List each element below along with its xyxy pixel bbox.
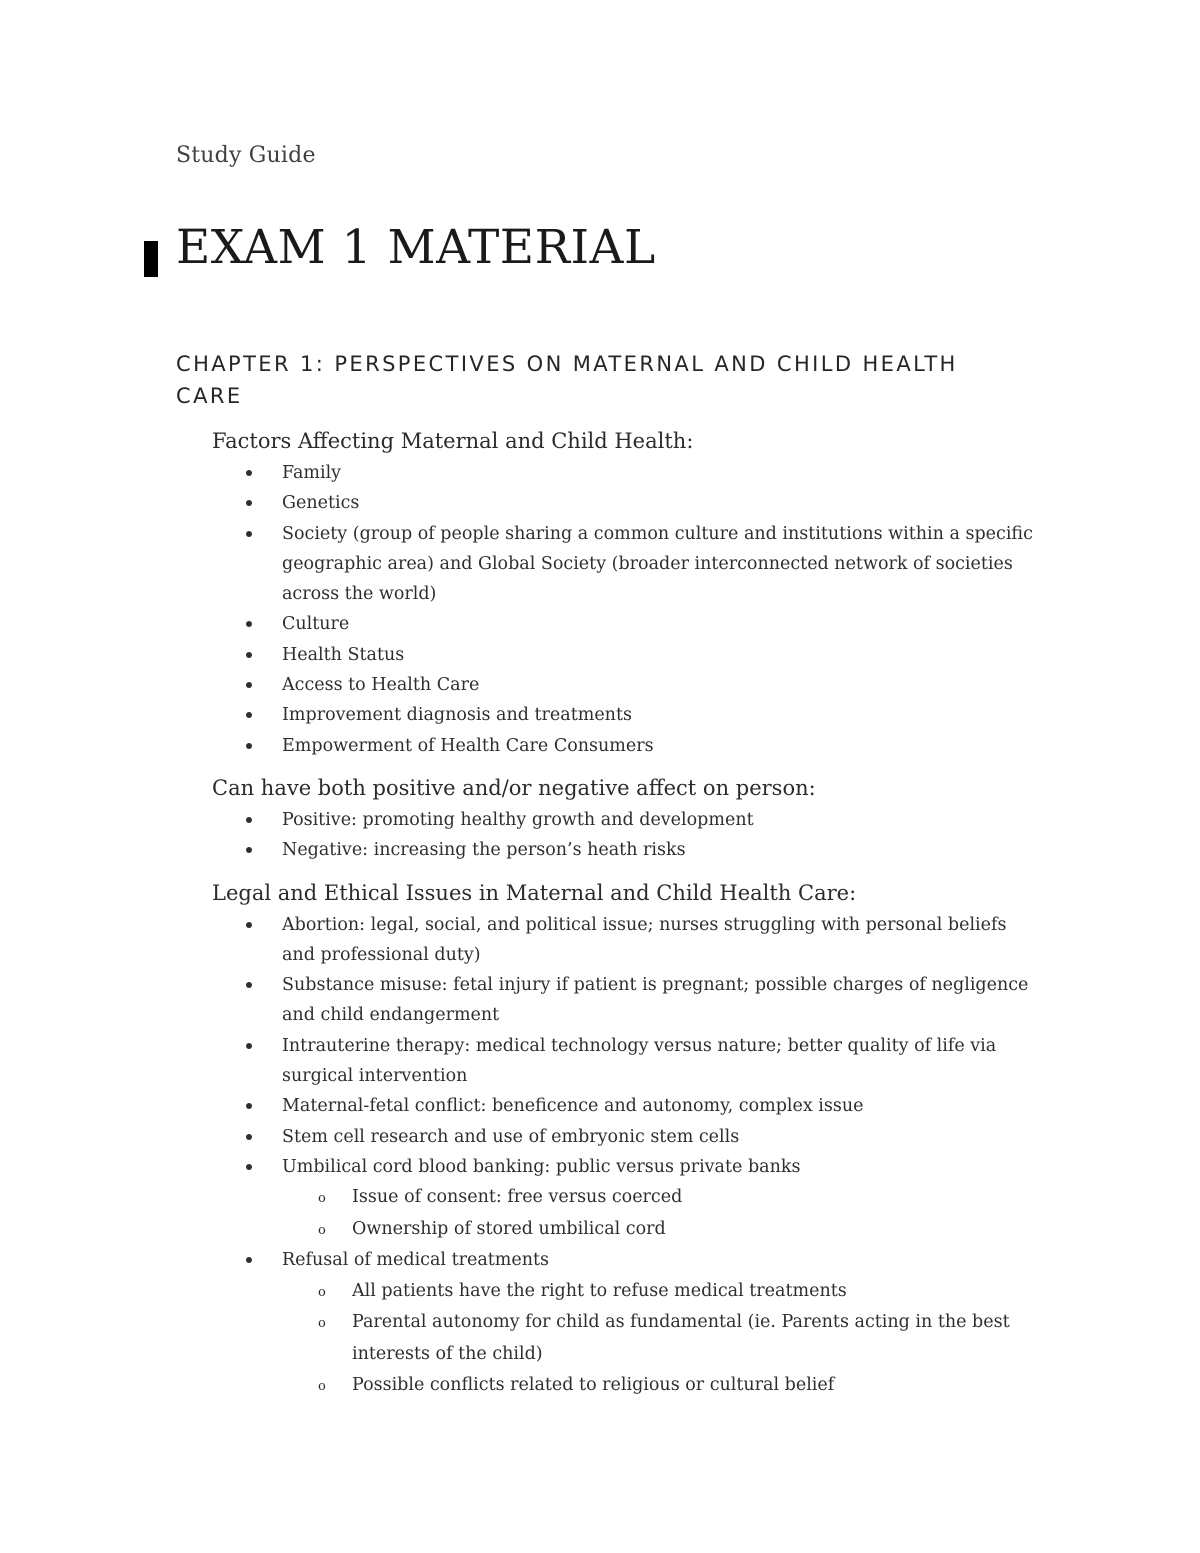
list-item-text: Society (group of people sharing a common culture and institutions within a specific geographic area) and Global Society (broader interconnected network of societies across the world)	[282, 523, 1033, 605]
section-heading: Legal and Ethical Issues in Maternal and Child Health Care:	[212, 880, 857, 905]
sub-list-item-text: Issue of consent: free versus coerced	[352, 1187, 683, 1208]
sub-list-item-text: All patients have the right to refuse medical treatments	[352, 1280, 847, 1301]
bullet-icon	[246, 817, 252, 823]
list-item-text: Umbilical cord blood banking: public versus private banks	[282, 1156, 801, 1177]
chapter-heading: CHAPTER 1: PERSPECTIVES ON MATERNAL AND CHILD HEALTH CARE	[176, 352, 958, 408]
list-item-text: Family	[282, 463, 342, 483]
bullet-icon	[246, 1134, 252, 1140]
sub-list-item	[282, 1182, 1042, 1214]
list-item	[212, 910, 1042, 971]
list-item-text: Empowerment of Health Care Consumers	[282, 735, 654, 756]
bullet-icon	[246, 1257, 252, 1263]
document-subtitle: Study Guide	[176, 143, 316, 168]
circle-bullet-icon: o	[318, 1284, 326, 1300]
list-item-text: Health Status	[282, 644, 405, 665]
bullet-icon	[246, 621, 252, 627]
bullet-icon	[246, 922, 252, 928]
section-heading: Factors Affecting Maternal and Child Health:	[212, 429, 694, 453]
circle-bullet-icon: o	[318, 1316, 326, 1332]
sub-list-item-text: Possible conflicts related to religious or cultural belief	[352, 1375, 835, 1396]
sub-list-item	[282, 1276, 1042, 1308]
section	[212, 771, 1042, 866]
list-item	[212, 805, 1042, 835]
list-item	[212, 1091, 1042, 1121]
list-item-text: Maternal-fetal conflict: beneficence and autonomy, complex issue	[282, 1096, 864, 1117]
sub-list-item-text: Ownership of stored umbilical cord	[352, 1218, 666, 1239]
list-item-text: Refusal of medical treatments	[282, 1250, 550, 1271]
bullet-icon	[246, 531, 252, 537]
list-item-text: Genetics	[282, 493, 360, 514]
section	[212, 424, 1042, 761]
bullet-icon	[246, 712, 252, 718]
bullet-icon	[246, 1164, 252, 1170]
list-item	[212, 609, 1042, 639]
list-item-text: Intrauterine therapy: medical technology versus nature; better quality of life via surgical intervention	[282, 1035, 997, 1087]
list-item-text: Stem cell research and use of embryonic stem cells	[282, 1126, 740, 1147]
bullet-list	[212, 805, 1042, 866]
list-item-text: Culture	[282, 614, 350, 635]
sub-list-item	[282, 1307, 1042, 1370]
bullet-list	[212, 910, 1042, 1402]
bullet-icon	[246, 743, 252, 749]
document-title: EXAM 1 MATERIAL	[176, 220, 656, 275]
list-item-text: Abortion: legal, social, and political issue; nurses struggling with personal beliefs and professional duty)	[282, 914, 1007, 965]
list-item	[212, 731, 1042, 761]
list-item-text: Improvement diagnosis and treatments	[282, 705, 632, 726]
bullet-icon	[246, 1043, 252, 1049]
circle-bullet-icon: o	[318, 1222, 326, 1238]
sub-list-item	[282, 1214, 1042, 1246]
bullet-list	[212, 458, 1042, 761]
sub-list	[282, 1182, 1042, 1245]
list-item	[212, 1152, 1042, 1245]
list-item	[212, 640, 1042, 670]
bullet-icon	[246, 470, 252, 476]
bullet-icon	[246, 652, 252, 658]
list-item	[212, 1245, 1042, 1401]
bullet-icon	[246, 1103, 252, 1109]
list-item	[212, 970, 1042, 1031]
section	[212, 876, 1042, 1402]
list-item	[212, 519, 1042, 610]
bullet-icon	[246, 500, 252, 506]
list-item-text: Negative: increasing the person’s heath risks	[282, 840, 686, 861]
list-item	[212, 835, 1042, 865]
list-item-text: Substance misuse: fetal injury if patient is pregnant; possible charges of negligence and child endangerment	[282, 975, 1029, 1026]
bullet-icon	[246, 982, 252, 988]
circle-bullet-icon: o	[318, 1191, 326, 1207]
circle-bullet-icon: o	[318, 1379, 326, 1395]
list-item	[212, 1122, 1042, 1152]
list-item	[212, 670, 1042, 700]
sub-list-item	[282, 1370, 1042, 1402]
bullet-icon	[246, 847, 252, 853]
sub-list	[282, 1276, 1042, 1402]
sub-list-item-text: Parental autonomy for child as fundamental (ie. Parents acting in the best interests of the child)	[352, 1312, 1010, 1364]
list-item-text: Positive: promoting healthy growth and development	[282, 809, 754, 830]
bullet-icon	[246, 682, 252, 688]
list-item	[212, 488, 1042, 518]
list-item-text: Access to Health Care	[282, 675, 480, 696]
list-item	[212, 458, 1042, 488]
list-item	[212, 1031, 1042, 1092]
section-heading: Can have both positive and/or negative affect on person:	[212, 775, 816, 800]
title-accent-bar	[144, 241, 158, 277]
document-body	[212, 424, 1042, 1402]
list-item	[212, 700, 1042, 730]
